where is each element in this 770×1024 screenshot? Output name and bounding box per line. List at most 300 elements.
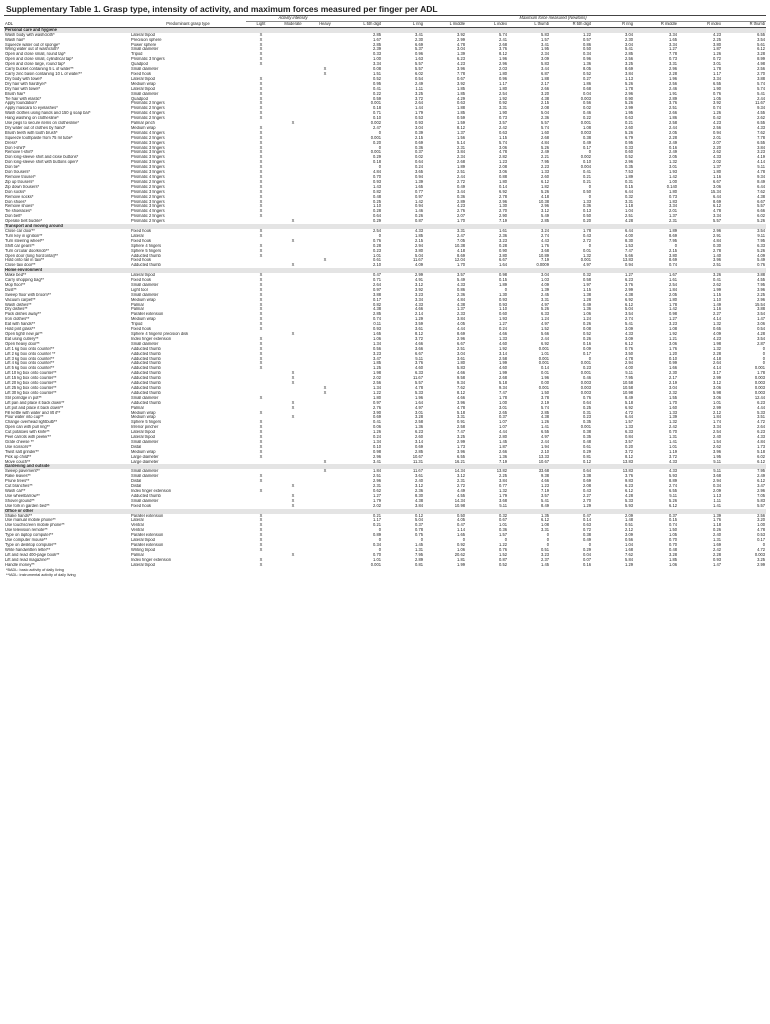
force-value-cell: 0.76 <box>757 263 766 268</box>
force-value-cell: 0 <box>546 538 549 543</box>
adl-name-cell: Shift car gears** <box>5 243 35 248</box>
force-value-cell: 0.22 <box>583 116 591 121</box>
force-value-cell: 1.78 <box>713 67 721 72</box>
intensity-cell: X <box>259 106 263 111</box>
force-value-cell: 0 <box>762 356 766 361</box>
force-value-cell: 0.48 <box>373 194 381 199</box>
grasp-type-cell: Prismatic 3 fingers <box>131 140 165 145</box>
force-value-cell: 0.95 <box>373 81 381 86</box>
force-value-cell: 1.18 <box>625 204 633 209</box>
force-value-cell: 0.69 <box>583 479 591 484</box>
grasp-type-cell: Prismatic 2 fingers <box>131 179 165 184</box>
force-value-cell: 1.88 <box>457 106 465 111</box>
force-value-cell: 0.10 <box>373 444 381 449</box>
force-value-cell: 0.43 <box>583 233 591 238</box>
force-value-cell: 6.55 <box>713 81 721 86</box>
force-value-cell: 5.84 <box>625 557 633 562</box>
intensity-cell: X <box>259 96 263 101</box>
force-value-cell: 11.67 <box>413 258 423 263</box>
force-value-cell: 0.99 <box>669 361 677 366</box>
force-value-cell: 0.52 <box>583 71 591 76</box>
force-value-cell: 11.67 <box>413 469 423 474</box>
force-value-cell: 5.83 <box>457 366 465 371</box>
intensity-cell: X <box>259 199 263 204</box>
force-value-cell: 1.80 <box>713 170 721 175</box>
force-value-cell: 2.80 <box>499 435 507 440</box>
force-value-cell: 5.93 <box>625 503 633 508</box>
force-value-cell: 2.60 <box>541 175 549 179</box>
force-value-cell: 1.65 <box>669 37 677 42</box>
force-value-cell: 3.61 <box>457 356 465 361</box>
force-value-cell: 0.53 <box>415 116 423 121</box>
force-value-cell: 4.60 <box>415 366 423 371</box>
section-title: Personal care and hygiene <box>4 27 766 32</box>
force-value-cell: 6.87 <box>541 71 549 76</box>
force-value-cell: 2.28 <box>669 71 677 76</box>
force-value-cell: 0.50 <box>583 47 591 52</box>
force-value-cell: 7.62 <box>457 385 465 390</box>
force-value-cell: 1.61 <box>499 228 507 233</box>
intensity-cell: X <box>291 219 295 224</box>
force-value-cell: 2.27 <box>713 312 721 317</box>
force-value-cell: 0.001 <box>754 366 766 371</box>
grasp-type-cell: Prismatic 3 fingers <box>131 145 165 150</box>
adl-name-cell: Open and close small, round tap* <box>5 52 66 57</box>
force-value-cell: 2.96 <box>499 62 507 67</box>
force-value-cell: 1.16 <box>713 307 721 312</box>
intensity-cell: X <box>259 52 263 57</box>
force-value-cell: 4.84 <box>457 297 465 302</box>
force-value-cell: 2.99 <box>625 106 633 111</box>
intensity-cell: X <box>259 287 263 292</box>
force-value-cell: 1.70 <box>457 219 465 224</box>
force-value-cell: 0.76 <box>583 395 591 400</box>
grasp-type-cell: Medium wrap <box>131 317 156 322</box>
force-value-cell: 3.41 <box>541 42 549 47</box>
force-value-cell: 0.41 <box>373 86 381 91</box>
force-value-cell: 2.58 <box>669 121 677 126</box>
adl-name-cell: Shake hands** <box>5 513 33 518</box>
force-value-cell: 3.25 <box>625 62 633 67</box>
intensity-cell: X <box>259 189 263 194</box>
force-value-cell: 4.60 <box>499 341 507 346</box>
force-value-cell: 0.47 <box>583 513 591 518</box>
adl-force-table <box>4 15 766 568</box>
force-value-cell: 2.85 <box>541 410 549 415</box>
force-value-cell: 4.05 <box>457 518 465 523</box>
intensity-cell: X <box>259 116 263 121</box>
force-value-cell: 3.23 <box>757 150 766 155</box>
force-value-cell: 2.96 <box>625 91 633 96</box>
force-value-cell: 1.96 <box>669 76 677 81</box>
force-value-cell: 0.001 <box>580 361 591 366</box>
force-value-cell: 0.57 <box>583 37 591 42</box>
force-value-cell: 0 <box>762 361 766 366</box>
force-value-cell: 1.78 <box>669 302 677 307</box>
force-value-cell: 3.76 <box>669 101 677 106</box>
force-value-cell: 3.31 <box>457 228 465 233</box>
force-value-cell: 1.80 <box>373 395 381 400</box>
force-value-cell: 3.96 <box>457 449 465 454</box>
force-value-cell: 0.41 <box>373 420 381 425</box>
adl-name-cell: Lift 25 kg box onto counter** <box>5 385 57 390</box>
force-value-cell: 2.66 <box>499 449 507 454</box>
force-value-cell: 0.37 <box>415 150 423 155</box>
force-value-cell: 2.70 <box>757 71 766 76</box>
force-value-cell: 1.22 <box>373 390 381 395</box>
force-value-cell: 1.11 <box>713 498 721 503</box>
intensity-cell: X <box>259 361 263 366</box>
force-value-cell: 1.39 <box>669 415 677 420</box>
force-value-cell: 0.52 <box>373 76 381 81</box>
force-value-cell: 0.56 <box>625 538 633 543</box>
force-value-cell: 6.33 <box>541 312 549 317</box>
force-value-cell: 1.51 <box>373 71 381 76</box>
force-value-cell: 3.76 <box>625 282 633 287</box>
force-value-cell: 14.34 <box>454 498 465 503</box>
adl-name-cell: Don shoes* <box>5 199 27 204</box>
force-value-cell: 0.52 <box>583 332 591 336</box>
force-value-cell: 7.95 <box>415 552 423 557</box>
force-value-cell: 1.92 <box>499 96 507 101</box>
force-value-cell: 0.49 <box>583 538 591 543</box>
force-value-cell: 0.73 <box>669 194 677 199</box>
force-value-cell: 4.97 <box>583 263 591 268</box>
grasp-type-cell: Adducted thumb <box>131 361 161 366</box>
force-value-cell: 0.26 <box>713 528 721 533</box>
force-value-cell: 0.58 <box>583 278 591 283</box>
grasp-type-cell: Medium wrap <box>131 410 156 415</box>
force-value-cell: 2.32 <box>669 390 677 395</box>
intensity-cell: X <box>259 395 263 400</box>
force-value-cell: 3.20 <box>541 91 549 96</box>
force-value-cell: 0.07 <box>583 557 591 562</box>
force-value-cell: 12.44 <box>754 395 766 400</box>
intensity-cell: X <box>259 130 263 135</box>
force-value-cell: 0.49 <box>583 302 591 307</box>
force-value-cell: 1.46 <box>415 209 423 214</box>
force-value-cell: 1.36 <box>583 307 591 312</box>
force-value-cell: 6.67 <box>457 341 465 346</box>
grasp-type-cell: Prismatic 4 fingers <box>131 175 165 179</box>
force-value-cell: 1.27 <box>499 322 507 327</box>
force-value-cell: 2.56 <box>669 81 677 86</box>
grasp-type-cell: Distal <box>131 444 142 449</box>
force-value-cell: 0.70 <box>669 542 677 547</box>
force-value-cell: 1.37 <box>669 214 677 219</box>
force-value-cell: 2.72 <box>457 179 465 184</box>
force-value-cell: 3.80 <box>415 248 423 253</box>
adl-name-cell: Apply mascara to eyelashes* <box>5 106 58 111</box>
force-value-cell: 7.19 <box>499 219 507 224</box>
force-value-cell: 2.94 <box>713 479 721 484</box>
force-value-cell: 3.65 <box>415 170 423 175</box>
force-value-cell: 3.50 <box>625 351 633 356</box>
force-value-cell: 1.45 <box>415 542 423 547</box>
force-value-cell: 5.74 <box>757 81 766 86</box>
force-value-cell: 1.33 <box>669 410 677 415</box>
force-value-cell: 5.33 <box>625 498 633 503</box>
force-value-cell: 1.52 <box>541 327 549 332</box>
force-value-cell: 5.11 <box>499 503 507 508</box>
force-value-cell: 5.04 <box>541 111 549 116</box>
grasp-column-header: Predominant grasp type <box>130 21 246 27</box>
force-value-cell: 3.23 <box>373 351 381 356</box>
force-group-header: Maximum force measured (Newtons) <box>340 16 766 22</box>
force-value-cell: 11.31 <box>413 459 423 464</box>
force-value-cell: 2.85 <box>373 32 381 37</box>
adl-name-cell: Tie shoelaces* <box>5 209 32 214</box>
force-value-cell: 0.42 <box>713 116 721 121</box>
force-value-cell: 0.18 <box>373 106 381 111</box>
grasp-type-cell: Tripod <box>131 322 143 327</box>
intensity-cell: X <box>291 238 295 243</box>
force-value-cell: 0.38 <box>583 533 591 538</box>
force-value-cell: 3.90 <box>373 410 381 415</box>
intensity-cell: X <box>259 170 263 175</box>
force-value-cell: 0.72 <box>713 57 721 62</box>
force-value-cell: 2.85 <box>541 219 549 224</box>
force-value-cell: 5.93 <box>669 474 677 479</box>
force-value-cell: 7.95 <box>757 282 766 287</box>
force-value-cell: 9.34 <box>757 175 766 179</box>
force-value-cell: 1.79 <box>415 111 423 116</box>
intensity-cell: X <box>259 194 263 199</box>
force-value-cell: 0.11 <box>373 322 381 327</box>
force-column-header: R middle <box>634 21 678 27</box>
force-value-cell: 0.63 <box>583 523 591 528</box>
force-value-cell: 0.67 <box>457 76 465 81</box>
force-value-cell: 3.44 <box>457 189 465 194</box>
force-value-cell: 0.61 <box>373 258 381 263</box>
force-value-cell: 1.86 <box>583 81 591 86</box>
adl-name-cell: Vacuum carpet** <box>5 297 36 302</box>
force-value-cell: 13.83 <box>622 258 633 263</box>
force-value-cell: 0.29 <box>583 449 591 454</box>
force-value-cell: 6.12 <box>669 503 677 508</box>
force-value-cell: 6.02 <box>415 71 423 76</box>
force-value-cell: 0.02 <box>415 155 423 160</box>
intensity-cell: X <box>291 493 295 498</box>
force-value-cell: 4.09 <box>757 253 766 258</box>
force-value-cell: 1.85 <box>373 361 381 366</box>
grasp-type-cell: Small diameter <box>131 341 159 346</box>
intensity-cell: X <box>259 425 263 430</box>
force-value-cell: 7.62 <box>625 552 633 557</box>
force-value-cell: 1.85 <box>669 557 677 562</box>
force-value-cell: 2.70 <box>583 498 591 503</box>
force-value-cell: 0.43 <box>583 489 591 493</box>
intensity-cell: X <box>323 459 327 464</box>
intensity-cell: X <box>259 101 263 106</box>
force-value-cell: 2.30 <box>415 37 423 42</box>
adl-name-cell: Change overhead lightbulb** <box>5 420 58 425</box>
section-title: Office or other <box>4 509 766 514</box>
force-value-cell: 3.34 <box>373 62 381 67</box>
adl-name-cell: Dry hair with hairdryer* <box>5 81 47 86</box>
force-value-cell: 4.66 <box>457 371 465 376</box>
force-value-cell: 2.05 <box>669 292 677 297</box>
force-value-cell: 1.55 <box>669 395 677 400</box>
force-value-cell: 4.60 <box>499 366 507 371</box>
force-value-cell: 0.001 <box>580 371 591 376</box>
force-value-cell: 3.88 <box>373 292 381 297</box>
intensity-cell: X <box>291 376 295 381</box>
force-value-cell: 1.42 <box>415 199 423 204</box>
force-value-cell: 1.99 <box>499 361 507 366</box>
grasp-type-cell: Quadpod <box>131 62 148 67</box>
grasp-type-cell: Prismatic 3 fingers <box>131 155 165 160</box>
grasp-type-cell: Lateral tripod <box>131 32 155 37</box>
force-value-cell: 3.76 <box>499 47 507 52</box>
force-value-cell: 2.51 <box>625 214 633 219</box>
force-value-cell: 1.33 <box>499 336 507 341</box>
adl-name-cell: Carry shopping bag** <box>5 278 44 283</box>
force-value-cell: 1.32 <box>669 420 677 425</box>
force-value-cell: 0.47 <box>457 523 465 528</box>
adl-name-cell: Pour water into cup** <box>5 415 44 420</box>
grasp-type-cell: Adducted thumb <box>131 371 161 376</box>
force-value-cell: 0.06 <box>373 425 381 430</box>
intensity-cell: X <box>259 214 263 219</box>
force-value-cell: 2.37 <box>541 557 549 562</box>
force-column-header: L index <box>466 21 508 27</box>
force-value-cell: 4.78 <box>757 170 766 175</box>
intensity-cell: X <box>259 282 263 287</box>
force-value-cell: 2.51 <box>373 474 381 479</box>
intensity-cell: X <box>259 91 263 96</box>
force-value-cell: 2.01 <box>713 135 721 140</box>
force-value-cell: 3.57 <box>541 493 549 498</box>
force-value-cell: 1.20 <box>669 351 677 356</box>
force-value-cell: 0.20 <box>583 219 591 224</box>
grasp-type-cell: Distal <box>131 479 142 484</box>
grasp-type-cell: Fixed hook <box>131 258 152 263</box>
force-value-cell: 0.70 <box>669 538 677 543</box>
force-value-cell: 1.96 <box>499 57 507 62</box>
grasp-type-cell: Fixed hook <box>131 228 152 233</box>
intensity-cell: X <box>259 111 263 116</box>
force-value-cell: 0.10 <box>583 160 591 165</box>
force-value-cell: 5.26 <box>541 145 549 150</box>
adl-name-cell: Close taxi door** <box>5 263 36 268</box>
force-value-cell: 2.36 <box>499 233 507 238</box>
force-value-cell: 5.26 <box>541 307 549 312</box>
force-value-cell: 6.33 <box>415 371 423 376</box>
grasp-type-cell: Medium wrap <box>131 81 156 86</box>
adl-name-cell: Lift 3 kg box onto counter** <box>5 356 55 361</box>
force-value-cell: 1.16 <box>713 175 721 179</box>
force-value-cell: 1.67 <box>669 273 677 278</box>
force-value-cell: 2.44 <box>457 175 465 179</box>
force-value-cell: 2.36 <box>541 116 549 121</box>
force-value-cell: 0.82 <box>373 302 381 307</box>
intensity-cell: X <box>259 233 263 238</box>
force-value-cell: 1.73 <box>457 444 465 449</box>
force-value-cell: 16.21 <box>454 459 465 464</box>
force-value-cell: 6.92 <box>625 297 633 302</box>
force-value-cell: 5.57 <box>757 204 766 209</box>
grasp-type-cell: Lateral <box>131 518 144 523</box>
force-value-cell: 5.11 <box>669 493 677 498</box>
adl-name-cell: Close car door** <box>5 228 35 233</box>
force-value-cell: 2.99 <box>625 287 633 292</box>
table-row <box>4 563 766 568</box>
force-value-cell: 10.67 <box>538 459 549 464</box>
force-value-cell: 1.80 <box>669 297 677 302</box>
force-value-cell: 4.33 <box>757 435 766 440</box>
force-value-cell: 33.68 <box>538 469 549 474</box>
force-value-cell: 0.94 <box>713 130 721 135</box>
force-value-cell: 3.76 <box>625 474 633 479</box>
force-value-cell: 15.34 <box>710 189 721 194</box>
force-value-cell: 2.85 <box>625 52 633 57</box>
force-value-cell: 2.82 <box>499 155 507 160</box>
force-value-cell: 0.37 <box>669 513 677 518</box>
force-value-cell: 1.31 <box>713 538 721 543</box>
force-value-cell: 0.70 <box>373 175 381 179</box>
intensity-cell: X <box>259 209 263 214</box>
force-value-cell: 0.46 <box>583 111 591 116</box>
force-value-cell: 1.80 <box>499 86 507 91</box>
force-value-cell: 7.53 <box>625 170 633 175</box>
force-value-cell: 1.65 <box>373 332 381 336</box>
force-value-cell: 2.65 <box>499 410 507 415</box>
force-value-cell: 11.67 <box>755 101 766 106</box>
grasp-type-cell: Fixed hook <box>131 278 152 283</box>
force-value-cell: 7.62 <box>757 189 766 194</box>
force-value-cell: 3.54 <box>757 228 766 233</box>
force-value-cell: 1.64 <box>499 263 507 268</box>
force-value-cell: 4.05 <box>457 322 465 327</box>
force-value-cell: 0.77 <box>499 484 507 489</box>
force-value-cell: 1.01 <box>541 351 549 356</box>
force-value-cell: 2.89 <box>457 199 465 204</box>
grasp-type-cell: Tripod <box>131 52 143 57</box>
footnote: *BADL: basic activity of daily living <box>6 568 64 572</box>
intensity-cell: X <box>259 410 263 415</box>
force-value-cell: 6.44 <box>625 228 633 233</box>
force-value-cell: 13.83 <box>622 459 633 464</box>
force-value-cell: 1.23 <box>541 484 549 489</box>
adl-name-cell: Open can with pull ring** <box>5 425 50 430</box>
force-value-cell: 0.001 <box>370 135 381 140</box>
force-value-cell: 2.56 <box>373 381 381 386</box>
intensity-cell: X <box>259 253 263 258</box>
force-value-cell: 7.62 <box>757 130 766 135</box>
force-value-cell: 3.41 <box>415 32 423 37</box>
grasp-type-cell: Prismatic 2 fingers <box>131 184 165 189</box>
force-value-cell: 0.96 <box>415 52 423 57</box>
force-value-cell: 1.76 <box>713 518 721 523</box>
force-value-cell: 0.16 <box>583 562 591 567</box>
force-value-cell: 10.89 <box>538 253 549 258</box>
force-value-cell: 2.54 <box>499 91 507 96</box>
force-value-cell: 3.61 <box>415 474 423 479</box>
force-value-cell: 0.74 <box>669 523 677 528</box>
force-value-cell: 6.67 <box>713 179 721 184</box>
force-value-cell: 6.12 <box>625 341 633 346</box>
intensity-cell: X <box>291 381 295 386</box>
force-value-cell: 0.47 <box>373 273 381 278</box>
force-value-cell: 0.96 <box>499 76 507 81</box>
intensity-cell: X <box>259 538 263 543</box>
force-value-cell: 5.04 <box>415 518 423 523</box>
force-value-cell: 0.76 <box>625 346 633 351</box>
force-value-cell: 4.14 <box>713 317 721 322</box>
force-value-cell: 1.21 <box>669 336 677 341</box>
intensity-cell: X <box>259 444 263 449</box>
